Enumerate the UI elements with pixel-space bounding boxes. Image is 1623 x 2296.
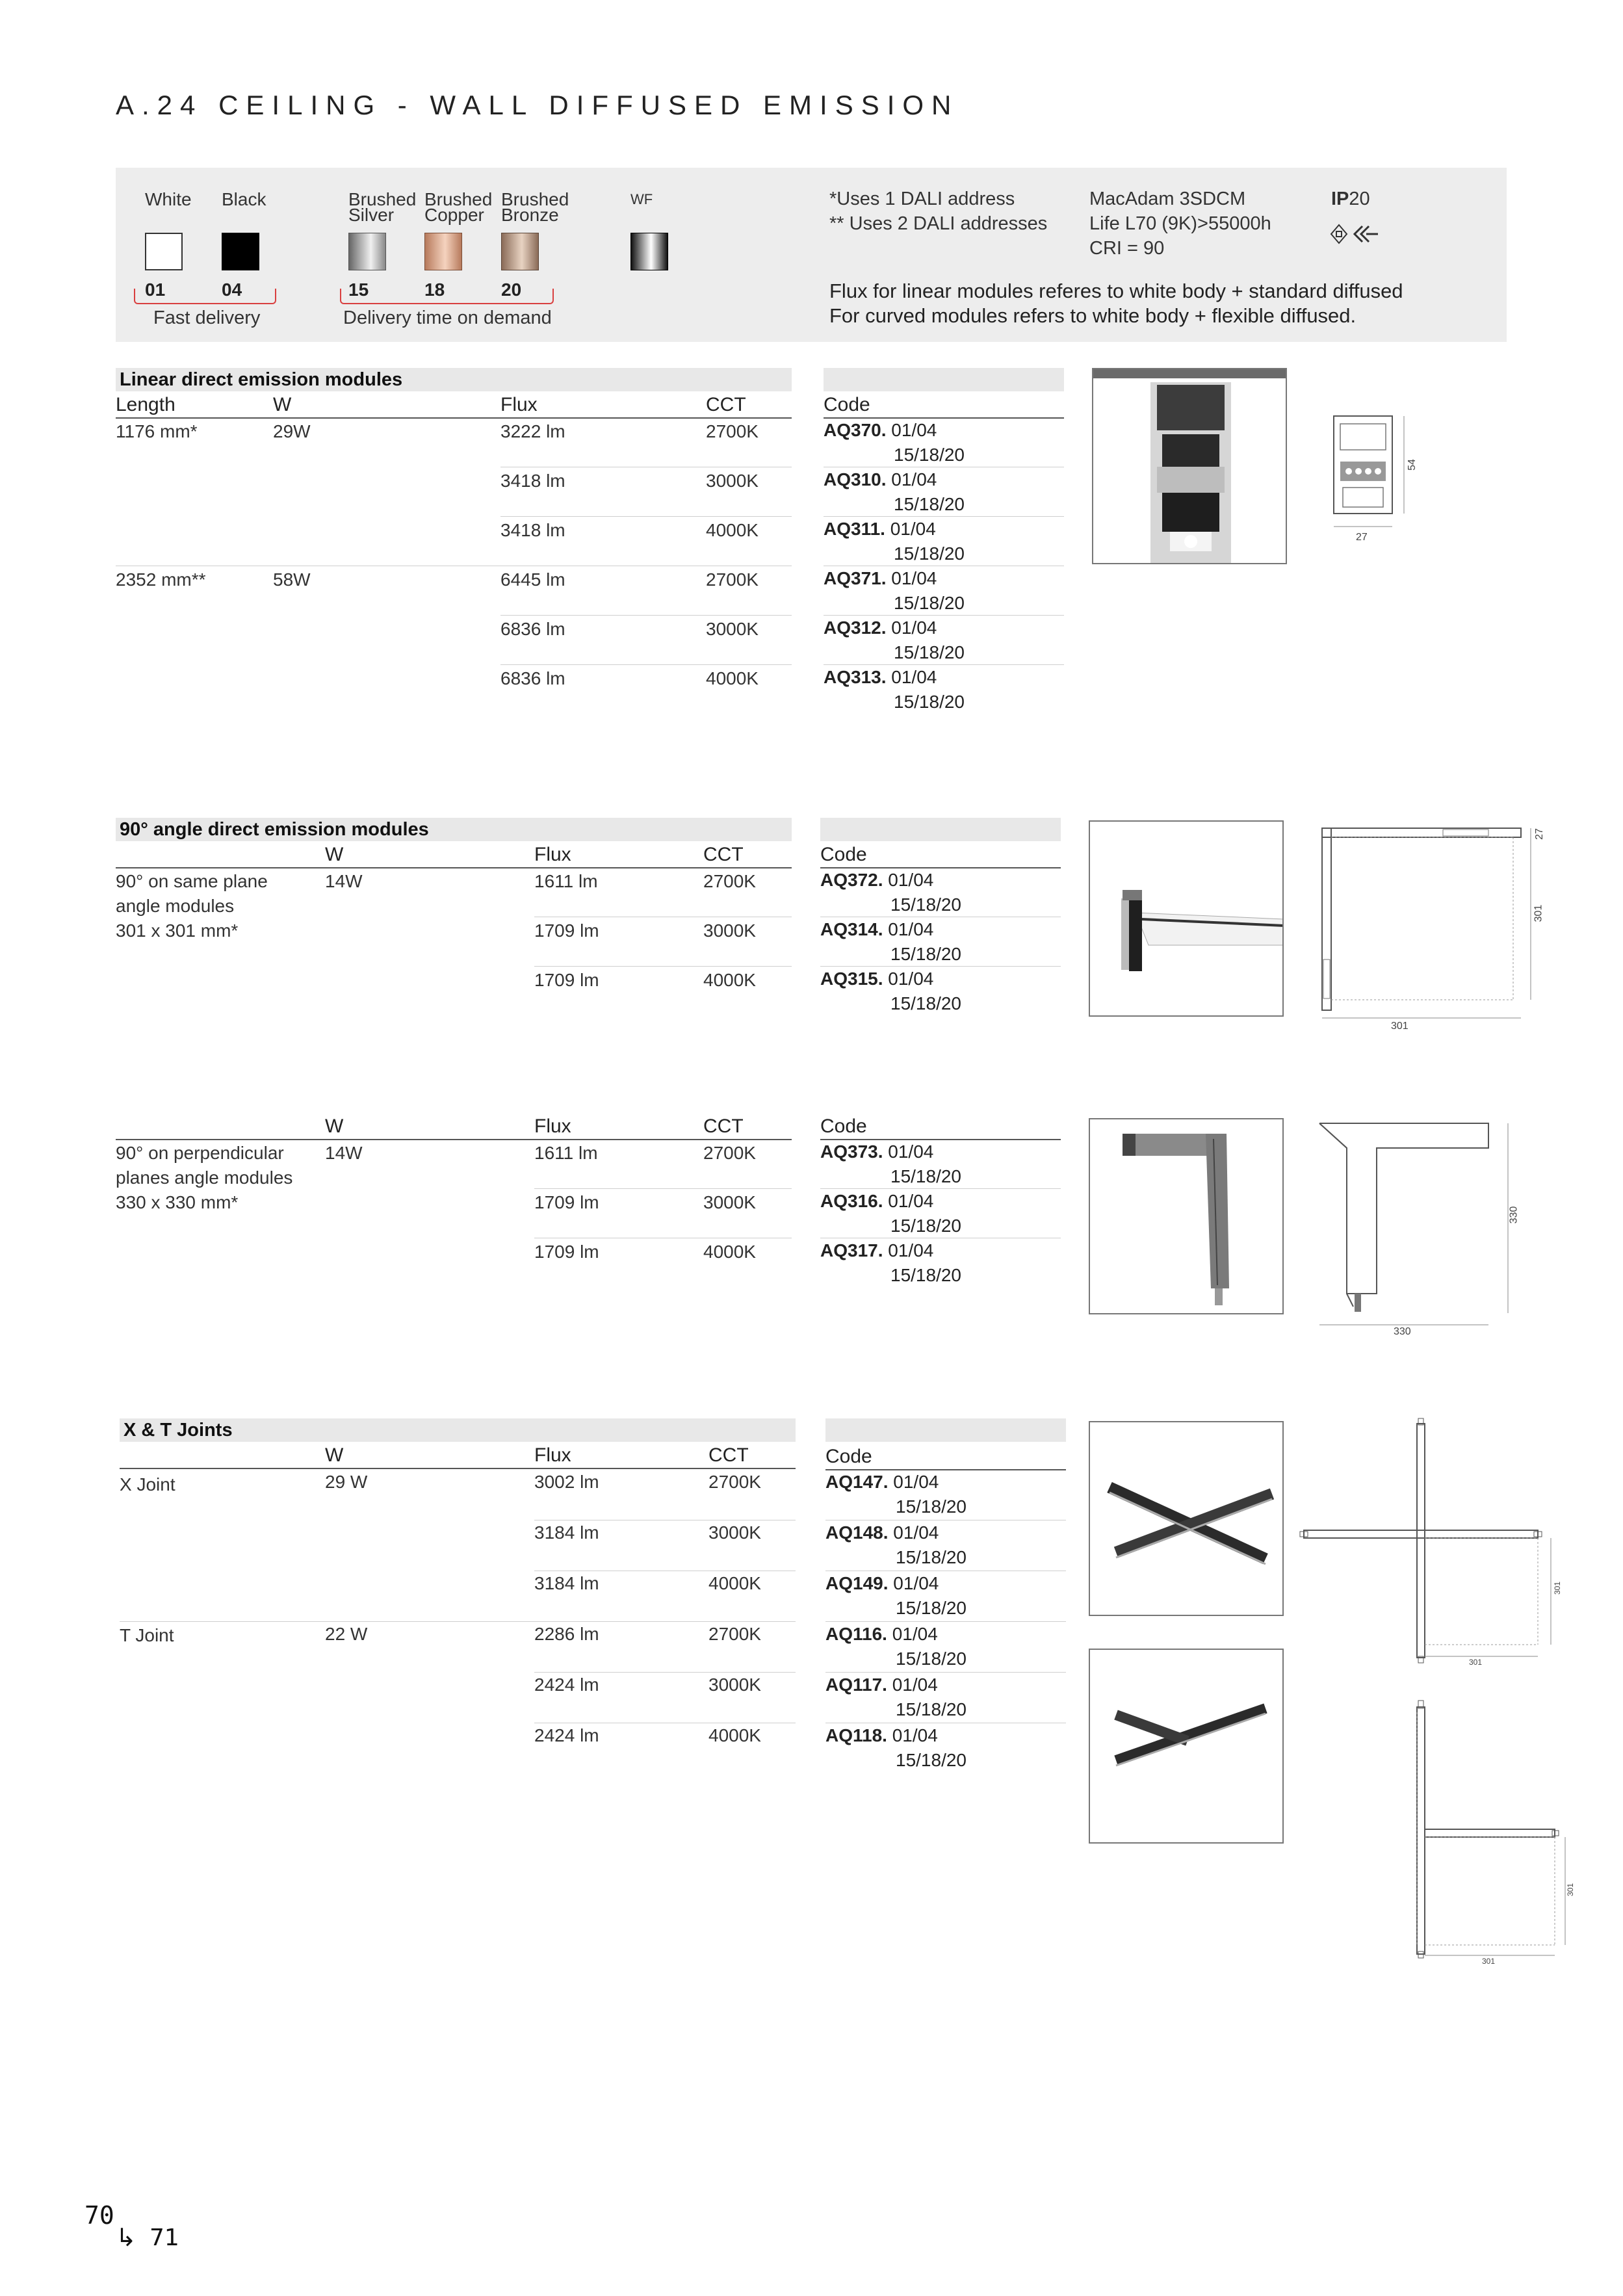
code-18: 18: [424, 280, 445, 300]
s2-col-w: W: [325, 844, 344, 865]
s3-row2-code: [820, 1189, 961, 1238]
dim-t-width-301: 301: [1482, 1957, 1496, 1966]
dim-width-330: 330: [1394, 1326, 1411, 1337]
s3-row1-code: [820, 1140, 961, 1189]
s4-row4-cct: 2700K: [708, 1624, 761, 1644]
s4-row5-code: [825, 1673, 967, 1722]
s4-row5-flux: 2424 lm: [534, 1675, 599, 1695]
s4-col-cct: CCT: [708, 1444, 749, 1466]
code-04: 04: [222, 280, 242, 300]
swatch-brushed-silver: [348, 233, 386, 270]
s4-row4-code-id: AQ116.: [825, 1624, 887, 1644]
s1-divider-2: [500, 516, 792, 517]
s2-row3-finish-alt: 15/18/20: [890, 993, 961, 1013]
s2-row2-flux: 1709 lm: [534, 920, 599, 941]
s1-row4-code-id: AQ371.: [824, 568, 887, 588]
section1-title: Linear direct emission modules: [120, 369, 403, 390]
s1-row2-finish-main: 01/04: [891, 469, 937, 489]
s2-divider-2: [534, 966, 792, 967]
t-joint-photo: [1089, 1649, 1284, 1844]
swatch-black: [222, 233, 259, 270]
s4-row3-flux: 3184 lm: [534, 1573, 599, 1593]
s2-row3-flux: 1709 lm: [534, 970, 599, 990]
driver-class-icon: [1331, 225, 1347, 243]
label-white: White: [145, 189, 192, 209]
same-plane-angle-photo: [1089, 820, 1284, 1017]
s1-row3-flux: 3418 lm: [500, 520, 565, 540]
s4-row1-code-id: AQ147.: [825, 1472, 889, 1492]
macadam-spec: MacAdam 3SDCM: [1089, 189, 1246, 209]
s1-row5-cct: 3000K: [706, 619, 759, 639]
dim-t-height-301: 301: [1566, 1883, 1576, 1897]
swatch-brushed-bronze: [501, 233, 539, 270]
dim-bottom-301: 301: [1391, 1021, 1409, 1032]
s4-row1-flux: 3002 lm: [534, 1472, 599, 1492]
s2-row1-finish-main: 01/04: [888, 870, 934, 890]
s2-row3-code-id: AQ315.: [820, 969, 883, 989]
s3-row1-cct: 2700K: [703, 1143, 756, 1163]
s1-row3-code-id: AQ311.: [824, 519, 885, 539]
s1-row2-flux: 3418 lm: [500, 471, 565, 491]
t-joint-drawing: [1397, 1699, 1576, 1972]
section4-header-rule: [120, 1468, 796, 1469]
linear-module-photo: [1092, 368, 1287, 564]
s1-row6-code: [824, 665, 965, 714]
s4-divider-3: [120, 1621, 796, 1622]
s1-row5-finish-alt: 15/18/20: [894, 642, 965, 662]
s1-row1-flux: 3222 lm: [500, 421, 565, 441]
section2-header-rule: [116, 867, 792, 868]
dim-x-width-301: 301: [1469, 1658, 1483, 1667]
s4-row1-code: [825, 1470, 967, 1519]
s4-row3-finish-main: 01/04: [893, 1573, 939, 1593]
dali-note-1: *Uses 1 DALI address: [829, 189, 1015, 209]
s2-row3-code: [820, 967, 961, 1016]
swatch-wf: [630, 233, 668, 270]
s4-row5-cct: 3000K: [708, 1675, 761, 1695]
finish-legend-panel: [116, 168, 1507, 342]
s4-row6-code: [825, 1723, 967, 1773]
certification-icons: [1330, 222, 1382, 246]
s1-row6-finish-alt: 15/18/20: [894, 692, 965, 712]
next-page-arrow-icon: ↳: [116, 2223, 136, 2252]
s4-divider-4: [534, 1672, 796, 1673]
s2-desc-1: 90° on same plane: [116, 871, 268, 891]
perpendicular-angle-photo: [1089, 1118, 1284, 1314]
s3-row2-code-id: AQ316.: [820, 1191, 883, 1211]
s4-row1-w: 29 W: [325, 1472, 368, 1492]
s3-row2-finish-alt: 15/18/20: [890, 1216, 961, 1236]
s3-row2-cct: 3000K: [703, 1192, 756, 1212]
s3-row1-code-id: AQ373.: [820, 1141, 883, 1162]
s4-row6-finish-alt: 15/18/20: [896, 1750, 967, 1770]
s1-divider-4: [500, 615, 792, 616]
dim-depth-27: 27: [1533, 828, 1545, 840]
s2-desc-3: 301 x 301 mm*: [116, 920, 239, 941]
label-brushed-2: Brushed: [424, 189, 493, 209]
s1-row5-flux: 6836 lm: [500, 619, 565, 639]
life-spec: Life L70 (9K)>55000h: [1089, 213, 1271, 234]
s3-col-flux: Flux: [534, 1115, 571, 1137]
s4-row6-flux: 2424 lm: [534, 1725, 599, 1745]
s3-col-w: W: [325, 1115, 344, 1137]
s1-row6-code-id: AQ313.: [824, 667, 887, 687]
s4-col-w: W: [325, 1444, 344, 1466]
s3-row3-finish-alt: 15/18/20: [890, 1265, 961, 1285]
s2-row2-code-id: AQ314.: [820, 919, 883, 939]
s1-row2-cct: 3000K: [706, 471, 759, 491]
s1-row4-length: 2352 mm**: [116, 569, 206, 590]
s2-col-flux: Flux: [534, 844, 571, 865]
s1-row2-code-id: AQ310.: [824, 469, 887, 489]
s2-row3-finish-main: 01/04: [888, 969, 934, 989]
s1-row4-flux: 6445 lm: [500, 569, 565, 590]
s2-row1-w: 14W: [325, 871, 363, 891]
s4-row5-finish-alt: 15/18/20: [896, 1699, 967, 1719]
dim-height-54: 54: [1406, 459, 1418, 471]
dim-x-height-301: 301: [1553, 1581, 1563, 1595]
s4-col-flux: Flux: [534, 1444, 571, 1466]
section1-header-rule: [116, 417, 792, 419]
col-cct: CCT: [706, 394, 746, 415]
s1-row3-code: [824, 517, 965, 566]
s1-row1-length: 1176 mm*: [116, 421, 198, 441]
s4-row4-name: T Joint: [120, 1625, 174, 1645]
dim-width-27: 27: [1356, 532, 1368, 543]
s1-row6-finish-main: 01/04: [891, 667, 937, 687]
label-bronze: Bronze: [501, 205, 559, 225]
s4-row1-finish-alt: 15/18/20: [896, 1496, 967, 1517]
s1-row5-code-id: AQ312.: [824, 618, 887, 638]
section2-title: 90° angle direct emission modules: [120, 819, 429, 840]
next-page-link[interactable]: 71: [149, 2224, 179, 2251]
s1-row4-w: 58W: [273, 569, 311, 590]
s1-row2-finish-alt: 15/18/20: [894, 494, 965, 514]
s4-row3-finish-alt: 15/18/20: [896, 1598, 967, 1618]
s4-row4-flux: 2286 lm: [534, 1624, 599, 1644]
s1-row5-code: [824, 616, 965, 665]
col-length: Length: [116, 394, 175, 415]
col-w: W: [273, 394, 292, 415]
s3-divider-1: [534, 1188, 792, 1189]
s1-row6-cct: 4000K: [706, 668, 759, 688]
section4-title: X & T Joints: [123, 1420, 233, 1441]
flux-note-1: Flux for linear modules referes to white body + standard diffused: [829, 280, 1403, 302]
label-wf: WF: [630, 191, 653, 207]
s4-row2-code-id: AQ148.: [825, 1522, 889, 1543]
s2-row2-cct: 3000K: [703, 920, 756, 941]
s3-row1-w: 14W: [325, 1143, 363, 1163]
swatch-white: [145, 233, 183, 270]
s1-row5-finish-main: 01/04: [891, 618, 937, 638]
code-01: 01: [145, 280, 166, 300]
code-20: 20: [501, 280, 522, 300]
s2-col-code: Code: [820, 844, 867, 865]
s4-row5-finish-main: 01/04: [892, 1675, 938, 1695]
x-joint-photo: [1089, 1421, 1284, 1616]
s3-col-code: Code: [820, 1115, 867, 1137]
s4-row4-w: 22 W: [325, 1624, 368, 1644]
s1-row1-cct: 2700K: [706, 421, 759, 441]
s1-row3-finish-alt: 15/18/20: [894, 543, 965, 564]
label-copper: Copper: [424, 205, 484, 225]
s4-row6-cct: 4000K: [708, 1725, 761, 1745]
ip-label: IP: [1331, 189, 1349, 209]
s1-row4-finish-main: 01/04: [891, 568, 937, 588]
dimmable-icon: [1355, 226, 1378, 242]
s3-row1-finish-main: 01/04: [888, 1141, 934, 1162]
label-brushed-3: Brushed: [501, 189, 569, 209]
s1-row4-cct: 2700K: [706, 569, 759, 590]
s1-row1-finish-main: 01/04: [891, 420, 937, 440]
s3-row3-finish-main: 01/04: [888, 1240, 934, 1260]
s3-row3-code-id: AQ317.: [820, 1240, 883, 1260]
s4-row2-cct: 3000K: [708, 1522, 761, 1543]
s1-row3-cct: 4000K: [706, 520, 759, 540]
s2-row2-code: [820, 917, 961, 967]
perpendicular-angle-drawing: [1313, 1118, 1527, 1339]
on-demand-bracket: [340, 289, 554, 304]
s3-row2-flux: 1709 lm: [534, 1192, 599, 1212]
s4-row2-code: [825, 1520, 967, 1570]
flux-note-2: For curved modules refers to white body + flexible diffused.: [829, 304, 1357, 327]
s4-row1-finish-main: 01/04: [893, 1472, 939, 1492]
col-flux: Flux: [500, 394, 538, 415]
s3-row3-cct: 4000K: [703, 1242, 756, 1262]
s3-col-cct: CCT: [703, 1115, 744, 1137]
s2-row1-finish-alt: 15/18/20: [890, 894, 961, 915]
fast-delivery-text: Fast delivery: [153, 307, 261, 328]
section2-code-header-bar: [820, 818, 1061, 841]
s4-row4-finish-main: 01/04: [892, 1624, 938, 1644]
s1-row6-flux: 6836 lm: [500, 668, 565, 688]
section4-code-header-bar: [825, 1418, 1066, 1442]
s4-row3-code-id: AQ149.: [825, 1573, 889, 1593]
x-joint-drawing: [1299, 1417, 1572, 1677]
s2-row1-flux: 1611 lm: [534, 871, 598, 891]
s2-row1-code: [820, 868, 961, 917]
dim-side-301: 301: [1533, 904, 1544, 922]
label-silver: Silver: [348, 205, 395, 225]
s2-row3-cct: 4000K: [703, 970, 756, 990]
cri-spec: CRI = 90: [1089, 238, 1165, 259]
s2-row1-cct: 2700K: [703, 871, 756, 891]
s3-row3-flux: 1709 lm: [534, 1242, 599, 1262]
ip-value: 20: [1349, 189, 1370, 209]
page-title: A.24 CEILING - WALL DIFFUSED EMISSION: [116, 90, 959, 120]
s1-row4-code: [824, 566, 965, 616]
s4-row2-finish-alt: 15/18/20: [896, 1547, 967, 1567]
s1-row1-w: 29W: [273, 421, 311, 441]
s3-row1-finish-alt: 15/18/20: [890, 1166, 961, 1186]
code-15: 15: [348, 280, 369, 300]
s1-row2-code: [824, 467, 965, 517]
s4-col-code: Code: [825, 1446, 872, 1467]
s4-row3-cct: 4000K: [708, 1573, 761, 1593]
dim-height-330: 330: [1508, 1206, 1520, 1224]
s2-row2-finish-main: 01/04: [888, 919, 934, 939]
label-brushed-1: Brushed: [348, 189, 417, 209]
section1-code-header-bar: [824, 368, 1064, 391]
same-plane-angle-drawing: [1306, 823, 1547, 1037]
s4-row2-flux: 3184 lm: [534, 1522, 599, 1543]
s3-row3-code: [820, 1238, 961, 1288]
fast-delivery-bracket: [134, 289, 276, 304]
s2-row1-code-id: AQ372.: [820, 870, 883, 890]
s3-row2-finish-main: 01/04: [888, 1191, 934, 1211]
s1-row3-finish-main: 01/04: [890, 519, 936, 539]
s3-row1-flux: 1611 lm: [534, 1143, 598, 1163]
s4-row6-finish-main: 01/04: [892, 1725, 938, 1745]
s1-row4-finish-alt: 15/18/20: [894, 593, 965, 613]
s2-col-cct: CCT: [703, 844, 744, 865]
s4-row3-code: [825, 1571, 967, 1621]
swatch-brushed-copper: [424, 233, 462, 270]
s4-row2-finish-main: 01/04: [893, 1522, 939, 1543]
s1-row1-code: [824, 418, 965, 467]
s4-row4-finish-alt: 15/18/20: [896, 1649, 967, 1669]
s1-row1-code-id: AQ370.: [824, 420, 887, 440]
col-code: Code: [824, 394, 870, 415]
ip-rating: [1331, 189, 1370, 210]
page-number: 70: [84, 2201, 114, 2230]
s2-desc-2: angle modules: [116, 896, 235, 916]
s4-row5-code-id: AQ117.: [825, 1675, 887, 1695]
label-black: Black: [222, 189, 266, 209]
s1-divider-5: [500, 664, 792, 665]
s3-desc-1: 90° on perpendicular: [116, 1143, 284, 1163]
linear-module-section-drawing: [1319, 410, 1430, 546]
s4-row1-name: X Joint: [120, 1474, 175, 1494]
s4-row6-code-id: AQ118.: [825, 1725, 887, 1745]
s1-row1-finish-alt: 15/18/20: [894, 445, 965, 465]
s2-row2-finish-alt: 15/18/20: [890, 944, 961, 964]
section3-header-rule: [116, 1139, 792, 1140]
s3-desc-3: 330 x 330 mm*: [116, 1192, 239, 1212]
delivery-on-demand-text: Delivery time on demand: [343, 307, 552, 328]
s3-desc-2: planes angle modules: [116, 1168, 293, 1188]
dali-note-2: ** Uses 2 DALI addresses: [829, 213, 1048, 234]
s4-row1-cct: 2700K: [708, 1472, 761, 1492]
s4-row4-code: [825, 1622, 967, 1671]
